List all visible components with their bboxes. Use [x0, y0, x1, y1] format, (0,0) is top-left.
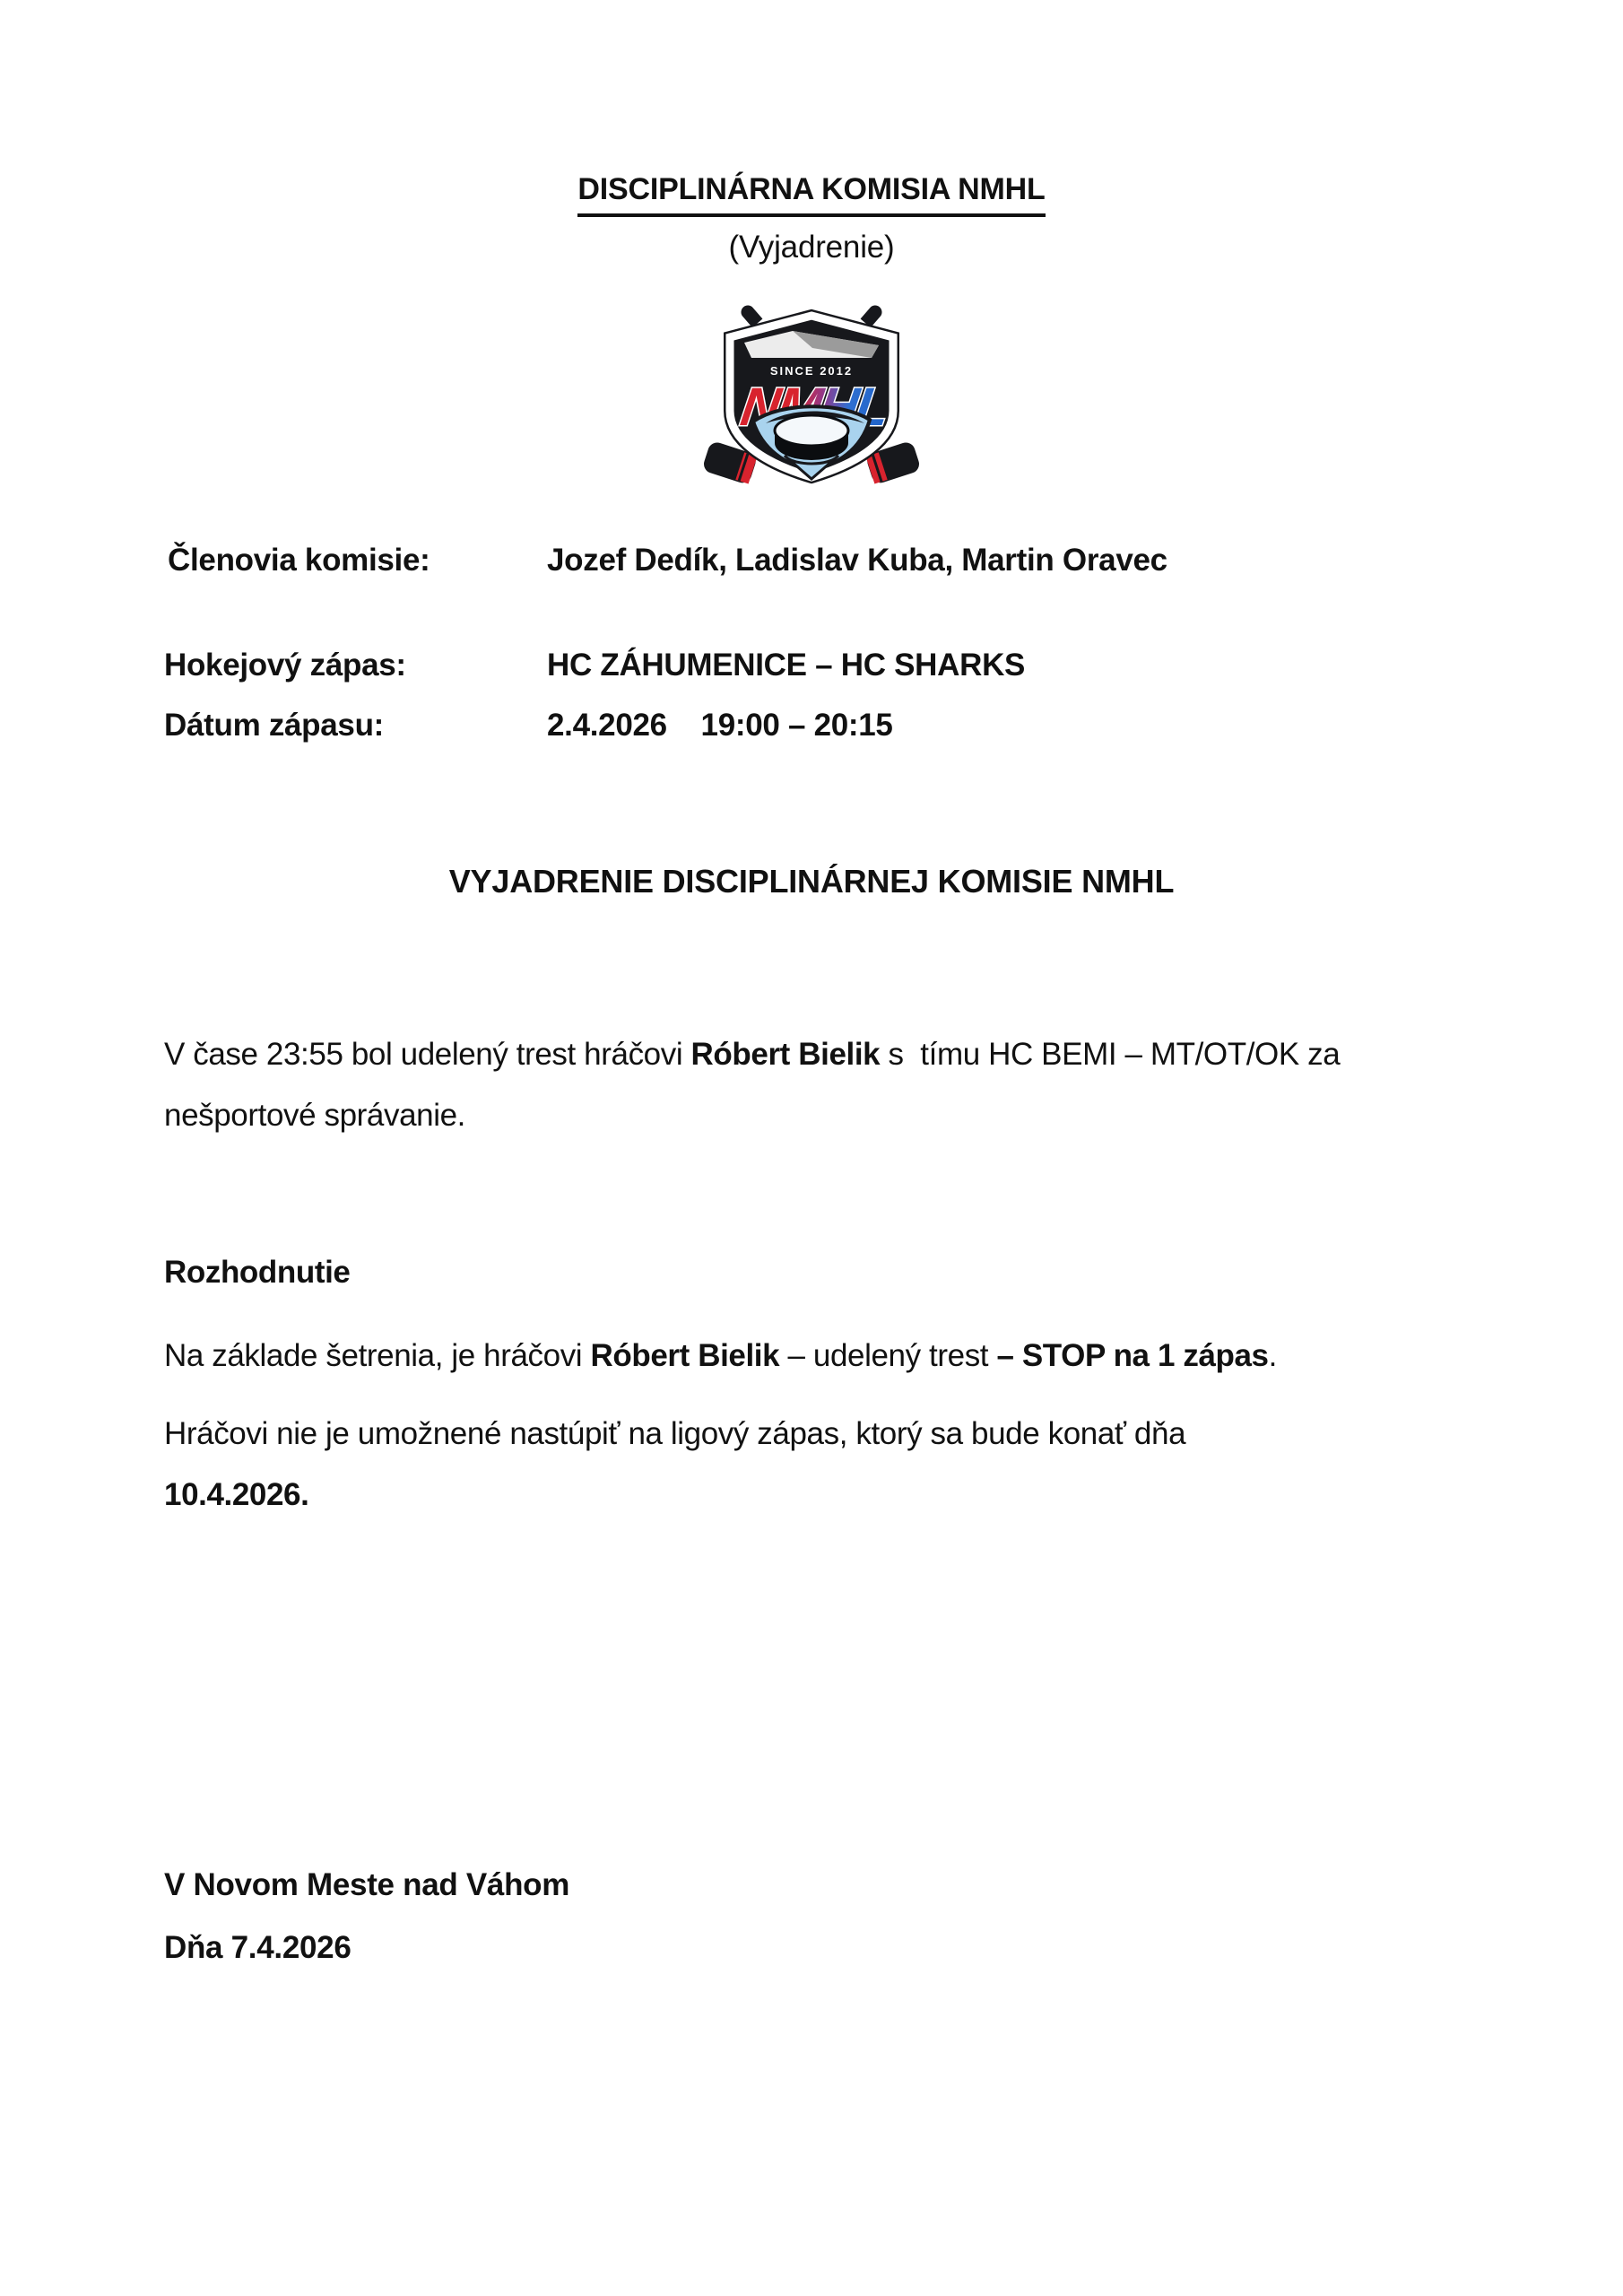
followup-text: Hráčovi nie je umožnené nastúpiť na ligový zápas, ktorý sa bude konať dňa 10.4.2026. [164, 1416, 1186, 1512]
match-value: HC ZÁHUMENICE – HC SHARKS [547, 648, 1026, 683]
document-title: DISCIPLINÁRNA KOMISIA NMHL [0, 172, 1623, 217]
nmhl-logo-icon [699, 289, 924, 497]
puck-swoosh-icon [753, 406, 870, 479]
match-label: Hokejový zápas: [164, 648, 406, 683]
match-date-value: 2.4.2026 19:00 – 20:15 [547, 708, 893, 743]
signature-place: V Novom Meste nad Váhom [164, 1867, 570, 1902]
statement-paragraph: V čase 23:55 bol udelený trest hráčovi Róbert Bielik s tímu HC BEMI – MT/OT/OK za nešportové správanie. [164, 1037, 1341, 1133]
decision-text: Na základe šetrenia, je hráčovi Róbert Bielik – udelený trest – STOP na 1 zápas. [164, 1338, 1277, 1373]
committee-members-value: Jozef Dedík, Ladislav Kuba, Martin Oravec [547, 543, 1167, 578]
document-subtitle: (Vyjadrenie) [728, 230, 895, 265]
match-date-label: Dátum zápasu: [164, 708, 385, 743]
statement-heading: VYJADRENIE DISCIPLINÁRNEJ KOMISIE NMHL [448, 863, 1175, 900]
decision-heading: Rozhodnutie [164, 1255, 351, 1290]
nmhl-logo [699, 289, 924, 497]
signature-date: Dňa 7.4.2026 [164, 1930, 352, 1965]
committee-members-label: Členovia komisie: [168, 543, 430, 578]
logo-since-text: SINCE 2012 [769, 364, 854, 378]
